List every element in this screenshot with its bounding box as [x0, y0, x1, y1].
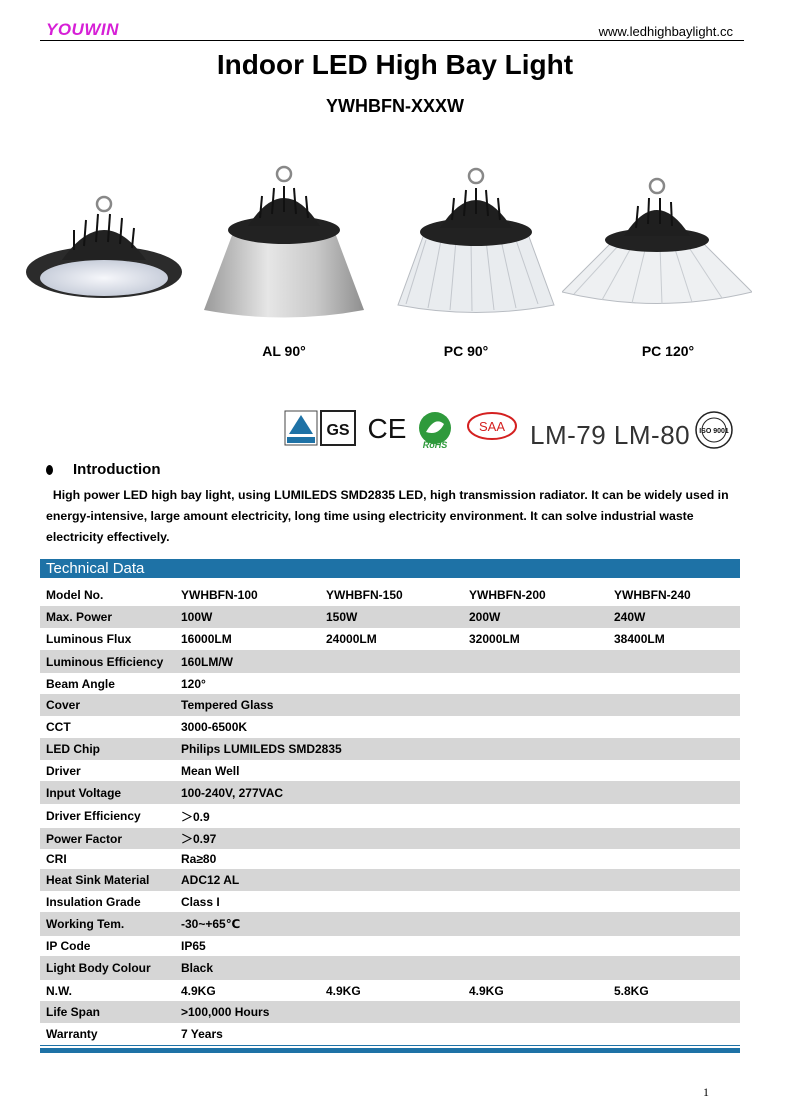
- spec-value: YWHBFN-150: [326, 588, 403, 602]
- spec-label: Life Span: [40, 1001, 175, 1023]
- spec-value: Philips LUMILEDS SMD2835: [175, 738, 740, 760]
- product-label-al90: AL 90°: [262, 343, 306, 359]
- spec-label: Model No.: [46, 588, 104, 602]
- spec-value: 24000LM: [326, 632, 377, 646]
- spec-value: 32000LM: [469, 632, 520, 646]
- spec-value: YWHBFN-240: [614, 588, 691, 602]
- bullet-icon: [46, 465, 53, 475]
- spec-row: [40, 1001, 740, 1023]
- spec-value: 16000LM: [181, 632, 232, 646]
- tuv-logo-icon: [284, 410, 318, 446]
- spec-row: [40, 956, 740, 980]
- spec-label: Driver Efficiency: [46, 809, 141, 823]
- spec-value: 160LM/W: [175, 650, 740, 673]
- spec-row: [40, 781, 740, 804]
- table-bottom-line: [40, 1045, 740, 1046]
- intro-text: High power LED high bay light, using LUMILEDS SMD2835 LED, high transmission radiator. It can be widely used in energy-intensive, large amount electricity, long time using electricity environment. It can solve industrial waste electricity effectively.: [46, 488, 729, 544]
- spec-label: Input Voltage: [40, 781, 175, 804]
- product-label-pc120: PC 120°: [641, 343, 695, 359]
- lamp-no-reflector-image: [24, 190, 184, 310]
- spec-value: Black: [175, 956, 740, 980]
- spec-value: Tempered Glass: [175, 694, 740, 716]
- spec-label: Heat Sink Material: [40, 869, 175, 891]
- spec-row: [40, 980, 740, 1001]
- gs-logo-icon: [320, 410, 356, 446]
- svg-text:SAA: SAA: [478, 419, 506, 434]
- spec-value: 7 Years: [181, 1026, 223, 1041]
- spec-label: Light Body Colour: [40, 956, 175, 980]
- table-bottom-bar: [40, 1048, 740, 1053]
- spec-label: CRI: [46, 852, 67, 866]
- page-number: 1: [703, 1085, 709, 1099]
- spec-value: 240W: [608, 606, 740, 628]
- spec-value: ADC12 AL: [175, 869, 740, 891]
- spec-row: [40, 584, 740, 606]
- spec-row: [40, 869, 740, 891]
- spec-row: [40, 891, 740, 912]
- spec-label: N.W.: [46, 983, 72, 998]
- spec-value: 150W: [320, 606, 463, 628]
- spec-row: [40, 694, 740, 716]
- svg-text:RoHS: RoHS: [422, 440, 448, 450]
- svg-text:GS: GS: [326, 422, 350, 439]
- spec-row: [40, 849, 740, 869]
- intro-heading: Introduction: [73, 461, 161, 478]
- spec-value: 4.9KG: [326, 983, 361, 998]
- spec-value: >100,000 Hours: [175, 1001, 740, 1023]
- spec-value: 100W: [175, 606, 320, 628]
- spec-value: 38400LM: [614, 632, 665, 646]
- spec-row: [40, 738, 740, 760]
- spec-label: Luminous Efficiency: [40, 650, 175, 673]
- spec-row: [40, 804, 740, 828]
- saa-logo-icon: [464, 410, 520, 446]
- spec-value: YWHBFN-200: [469, 588, 546, 602]
- spec-row: [40, 936, 740, 956]
- header-rule: [40, 40, 744, 41]
- spec-label: LED Chip: [40, 738, 175, 760]
- spec-value: ＞0.97: [175, 828, 740, 849]
- spec-value: 4.9KG: [181, 983, 216, 998]
- spec-value: -30~+65℃: [175, 912, 740, 936]
- brand-logo: YOUWIN: [46, 20, 119, 39]
- spec-row: [40, 606, 740, 628]
- spec-label: Driver: [46, 763, 81, 778]
- spec-value: ＞0.9: [181, 809, 210, 824]
- spec-value: 4.9KG: [469, 983, 504, 998]
- spec-value: 200W: [463, 606, 608, 628]
- website-link[interactable]: www.ledhighbaylight.cc: [598, 24, 733, 39]
- lm79-lm80-label: LM-79 LM-80: [530, 420, 691, 450]
- spec-row: [40, 760, 740, 781]
- spec-row: [40, 628, 740, 650]
- spec-row: [40, 650, 740, 673]
- lamp-pc90-image: [396, 160, 556, 320]
- spec-label: Luminous Flux: [46, 632, 132, 646]
- spec-label: Beam Angle: [46, 676, 115, 691]
- ce-logo-icon: [366, 410, 408, 446]
- spec-value: Class I: [181, 894, 220, 909]
- product-label-pc90: PC 90°: [443, 343, 489, 359]
- spec-label: Warranty: [46, 1026, 98, 1041]
- rohs-logo-icon: [414, 410, 456, 450]
- spec-label: Working Tem.: [40, 912, 175, 936]
- spec-value: YWHBFN-100: [181, 588, 258, 602]
- svg-text:CE: CE: [367, 413, 407, 444]
- lamp-al90-image: [204, 160, 364, 320]
- technical-data-heading: Technical Data: [40, 559, 740, 578]
- spec-label: Power Factor: [40, 828, 175, 849]
- spec-value: 100-240V, 277VAC: [175, 781, 740, 804]
- spec-value: Mean Well: [181, 763, 240, 778]
- spec-label: CCT: [46, 720, 71, 734]
- iso9001-logo-icon: [694, 410, 734, 450]
- spec-value: 3000-6500K: [181, 720, 248, 734]
- spec-value: 120°: [181, 676, 206, 691]
- spec-value: IP65: [181, 939, 206, 953]
- spec-value: 5.8KG: [614, 983, 649, 998]
- technical-data-table: [40, 584, 740, 1044]
- spec-label: IP Code: [46, 939, 91, 953]
- spec-row: [40, 716, 740, 738]
- page-subtitle: YWHBFN-XXXW: [326, 96, 464, 116]
- page-title: Indoor LED High Bay Light: [216, 49, 574, 80]
- spec-label: Cover: [40, 694, 175, 716]
- spec-row: [40, 828, 740, 849]
- lamp-pc120-image: [562, 170, 752, 310]
- spec-row: [40, 912, 740, 936]
- spec-row: [40, 1023, 740, 1044]
- svg-text:ISO 9001: ISO 9001: [699, 428, 729, 435]
- spec-label: Max. Power: [40, 606, 175, 628]
- product-images: [24, 160, 754, 360]
- spec-value: Ra≥80: [181, 852, 217, 866]
- spec-row: [40, 673, 740, 694]
- spec-label: Insulation Grade: [46, 894, 141, 909]
